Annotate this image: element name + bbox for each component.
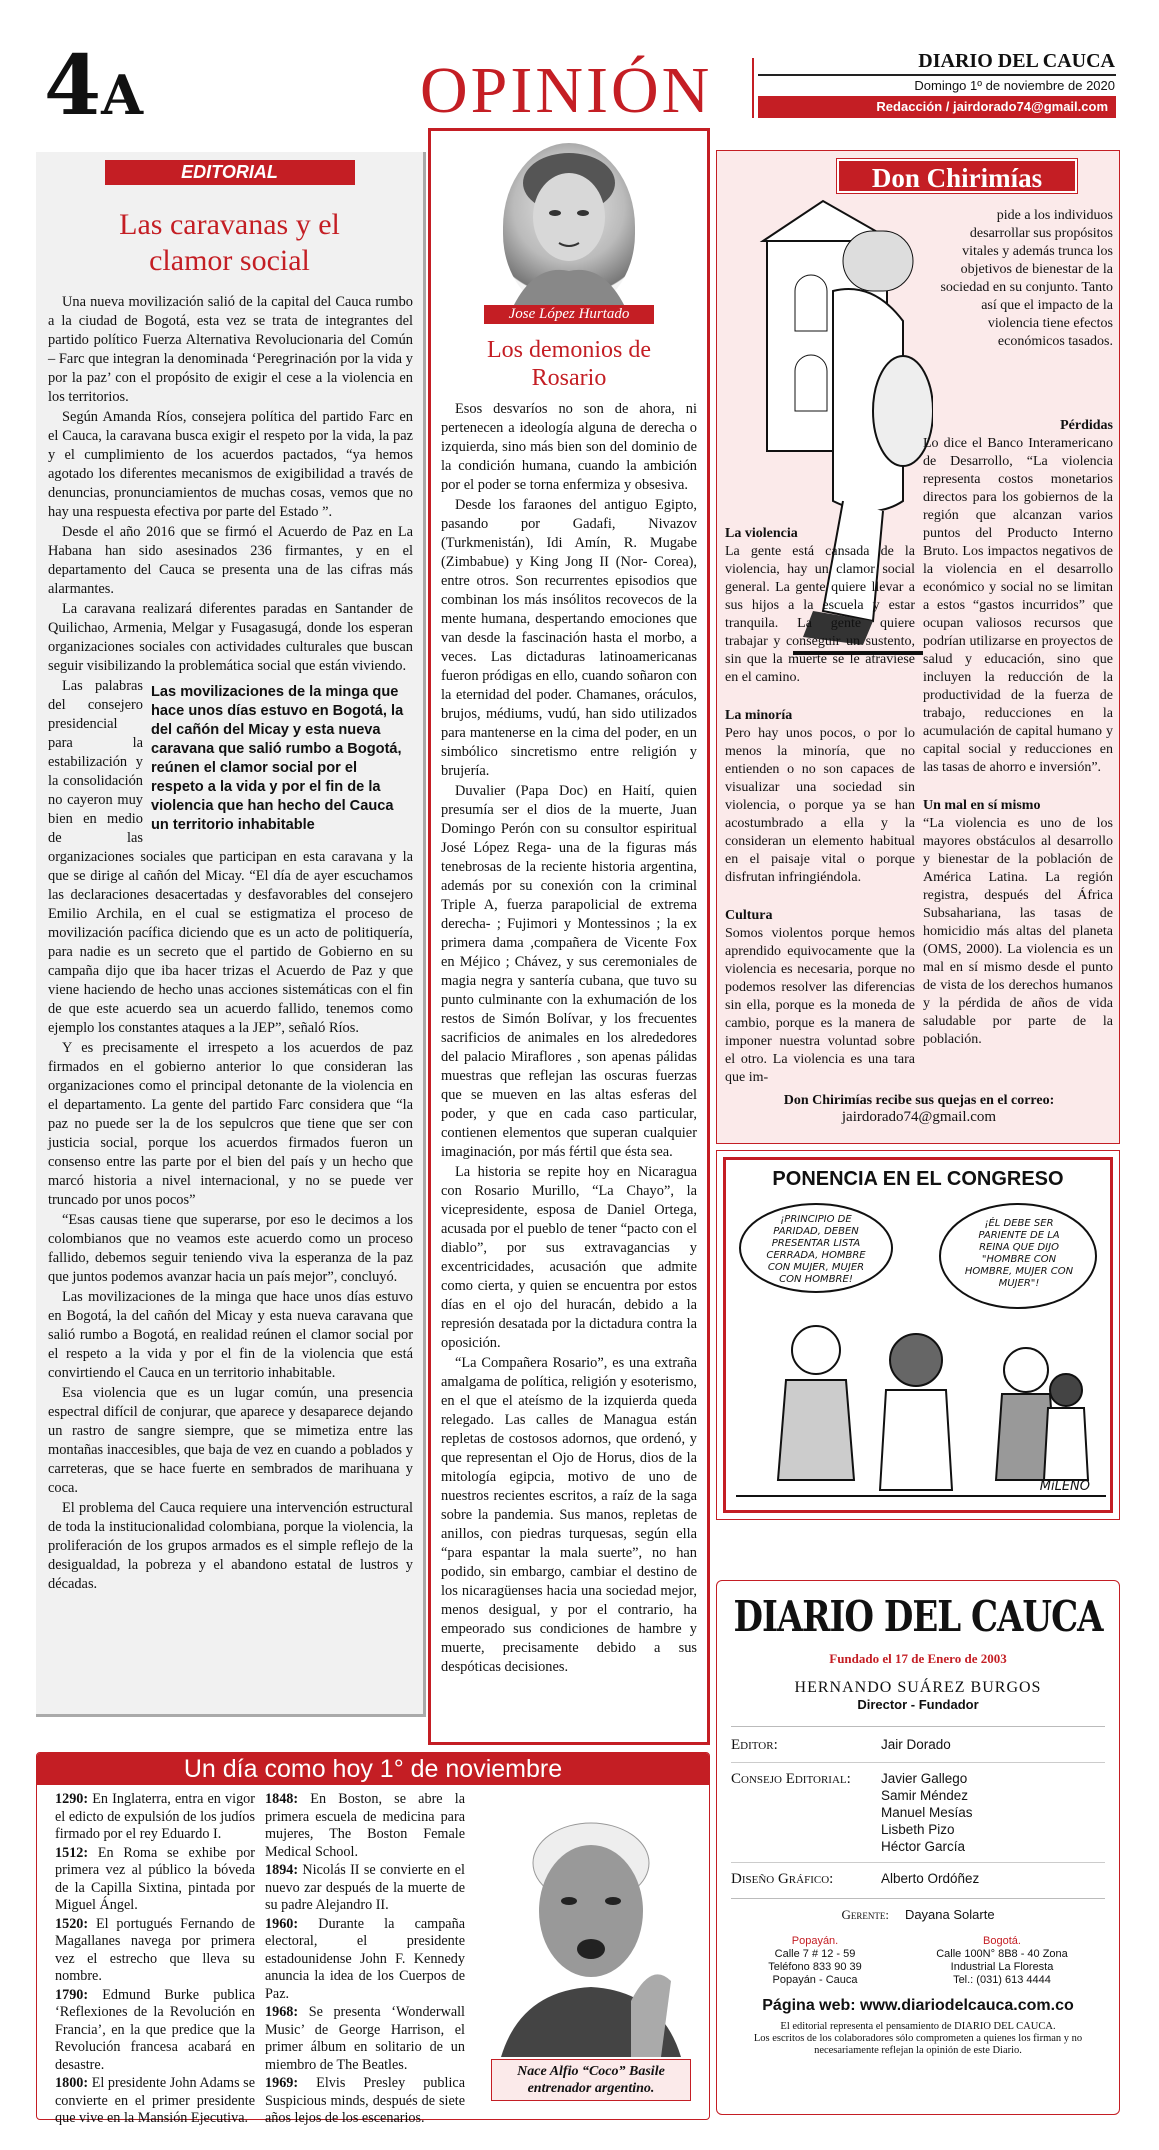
masthead-founder: HERNANDO SUÁREZ BURGOS xyxy=(794,1679,1042,1696)
history-entry: 1960: Durante la campaña electoral, el presidente estadounidense John F. Kennedy anuncia la idea de los Cuerpos de Paz. xyxy=(265,1915,465,2002)
disclaimer-line: Los escritos de los colaboradores sólo comprometen a quienes los firman y no necesariamente reflejan la opinión de este Diario. xyxy=(753,2033,1083,2056)
speech-text-left: ¡PRINCIPIO DE PARIDAD, DEBEN PRESENTAR LISTA CERRADA, HOMBRE CON MUJER, MUJER CON HOMBRE! xyxy=(766,1214,866,1285)
chirimias-footer xyxy=(717,1093,1120,1126)
history-entry: 1968: Se presenta ‘Wonderwall Music’ de George Harrison, el primer álbum en solitario de un miembro de The Beatles. xyxy=(265,2004,465,2073)
address-line: Teléfono 833 90 39 xyxy=(768,1961,862,1973)
chirimias-left-column xyxy=(725,517,915,1087)
chirimias-subhead: La minoría xyxy=(725,708,793,723)
cartoon-title: PONENCIA EN EL CONGRESO xyxy=(772,1168,1064,1190)
caption-line: Nace Alfio “Coco” Basile xyxy=(517,2064,665,2079)
photo-caption xyxy=(491,2059,691,2101)
staff-name: Héctor García xyxy=(881,1839,966,1854)
history-col-1 xyxy=(55,1791,255,2129)
history-entry: 1790: Edmund Burke publica ‘Reflexiones de la Revolución en Francia’, en la que predice que la Revolución francesa acabará en desastre. xyxy=(55,1986,255,2073)
gerente-label: Gerente: xyxy=(841,1907,889,1922)
editorial-pullquote: Las movilizaciones de la minga que hace unos días estuvo en Bogotá, la del cañón del Micay y esta nueva caravana que salió rumbo a Bogotá, reúnen el clamor social por el respeto a la vida y por el fin de la violencia que han hecho del Cauca un territorio inhabitable xyxy=(151,684,404,833)
staff-name: Samir Méndez xyxy=(881,1788,969,1803)
address-bogota xyxy=(936,1935,1068,1987)
editorial-paragraph: Según Amanda Ríos, consejera política del partido Farc en el Cauca, la caravana busca exigir el respeto por la vida, la paz y el cumplimiento de los acuerdos pactados, “ya hemos agotado los diferentes mecanismos de exigibilidad a través de denuncias, pronunciamientos de muchas cosas, vemos que no hay una respuesta efectiva por parte del Estado ”. xyxy=(48,409,413,520)
header-paper-name: DIARIO DEL CAUCA xyxy=(918,50,1115,72)
masthead-founded: Fundado el 17 de Enero de 2003 xyxy=(829,1651,1007,1666)
editorial-paragraph: Una nueva movilización salió de la capital del Cauca rumbo a la ciudad de Bogotá, esta vez se trata de integrantes del partido político Fuerza Alternativa Revolucionaria del Común – Farc que integran la denominada ‘Peregrinación por la vida y por la paz’ con el propósito de exigir el cese a la violencia en los territorios. xyxy=(48,294,413,405)
section-title: OPINIÓN xyxy=(420,54,713,127)
history-col-2 xyxy=(265,1791,465,2129)
history-entry: 1290: En Inglaterra, entra en vigor el edicto de expulsión de los judíos firmado por el rey Eduardo I. xyxy=(55,1791,256,1842)
editorial-paragraph: Las palabras del consejero presidencial para la estabilización y la consolidación no cayeron muy bien en medio de las organizaciones sociales que participan en esta caravana y la que se dirige al cañón del Micay. “El día de ayer escuchamos las declaraciones desacertadas y desfavorables del consejero Emilio Archila, en el cual se estigmatiza el proceso de movilización pacífica diciendo que es un acto de politiquería, para nadie es un secreto que el partido de Gobierno en su campaña dijo que iba hacer trizas el Acuerdo de Paz y que viene haciendo de hecho unas acciones sistemáticas con el fin de que este acuerdo sea un acuerdo fallido, tenemos como ejemplo los constantes ataques a la JEP”, señaló Ríos. xyxy=(48,678,413,1036)
history-entry: 1969: Elvis Presley publica Suspicious minds, después de siete años lejos de los escenarios. xyxy=(265,2075,465,2126)
website-link[interactable]: Página web: www.diariodelcauca.com.co xyxy=(762,1997,1074,2014)
editorial-paragraph: Esa violencia que es un lugar común, una presencia espectral difícil de conjurar, que aparece y desaparece dejando un rastro de sangre siempre, que se mimetiza entre las montañas inaccesibles, que baja de vez en cuando a poblados y carreteras, que se hace fuerte en sembrados de marihuana y coca. xyxy=(48,1385,413,1496)
editorial-section xyxy=(36,152,426,1717)
chirimias-title: Don Chirimías xyxy=(837,159,1077,193)
cartoon-frame xyxy=(716,1150,1120,1520)
editorial-badge: EDITORIAL xyxy=(105,160,355,185)
staff-label: Consejo Editorial: xyxy=(731,1771,851,1787)
chirimias-email-link[interactable]: jairdorado74@gmail.com xyxy=(841,1109,997,1125)
disclaimer xyxy=(731,2021,1105,2057)
city-label: Popayán. xyxy=(791,1935,839,1947)
history-entry: 1800: El presidente John Adams se convierte en el primer presidente que vive en la Mansión Ejecutiva. xyxy=(55,2075,255,2126)
editorial-paragraph: El problema del Cauca requiere una intervención estructural de toda la institucionalidad colombiana, porque la violencia, la proliferación de los grupos armados es el simple reflejo de la desigualdad, la pobreza y el abandono estatal de lustros y décadas. xyxy=(48,1500,413,1592)
staff-label: Editor: xyxy=(731,1737,778,1753)
column-paragraph: Esos desvaríos no son de ahora, ni pertenecen a ideología alguna de derecha o izquierda, sino más bien son del dominio de la condición humana, cuando la ambición por el poder se torna enfermiza y obsesiva. xyxy=(441,401,697,493)
city-label: Bogotá. xyxy=(983,1935,1021,1947)
staff-row xyxy=(731,1737,1105,1754)
editorial-paragraph: La caravana realizará diferentes paradas en Santander de Quilichao, Armenia, Melgar y Fusagasugá, donde los esperan organizaciones sociales con actividades culturales que buscan seguir visibilizando la problemática social que están viviendo. xyxy=(48,601,413,674)
chirimias-text: Pero hay unos pocos, o por lo menos la minoría, que no entienden o no son capaces de visualizar una sociedad sin violencia, o porque ya se han acostumbrado a ella y la consideran un elemento habitual en el paisaje vital o porque disfrutan infringiéndola. xyxy=(725,726,915,885)
editorial-paragraph: Y es precisamente el irrespeto a los acuerdos de paz firmados en el gobierno anterior lo que consideran las organizaciones como el principal detonante de la violencia en el departamento. La gente del partido Farc considera que “la paz no puede ser la de los sepulcros que tiene que ser con justicia social, porque los acuerdos firmados fueron un consenso entre las parte por el bien del país y un hecho que marcó historia a nivel internacional, y no se puede ver truncado por unos pocos” xyxy=(48,1040,413,1208)
column-paragraph: Desde los faraones del antiguo Egipto, pasando por Gadafi, Nivazov (Turkmenistán), Idi Amín, R. Mugabe (Zimbabue) y King Jong II (Nor- Corea), entre otros. Son recurrentes episodios que combinan los más insólitos recovecos de la mente humana, despertando emociones que van desde la fascinación hasta el morbo, a veces. Las dictaduras latinoamericanas fueron pródigas en ello, cuando soñaron con la eternidad del poder. Chamanes, oráculos, brujos, médiums, vudú, han sido utilizados para mantenerse en la cima del poder, en un simbólico sincretismo entre religión y brujería. xyxy=(441,497,697,779)
disclaimer-line: El editorial representa el pensamiento de DIARIO DEL CAUCA. xyxy=(780,2021,1056,2032)
header-date: Domingo 1º de noviembre de 2020 xyxy=(914,78,1115,93)
basile-photo xyxy=(481,1801,701,2057)
cartoon-signature: MiLENO xyxy=(1039,1479,1090,1494)
staff-list xyxy=(731,1737,1105,1888)
staff-name: Javier Gallego xyxy=(881,1771,968,1786)
portrait-icon xyxy=(481,1801,701,2057)
speech-text-right: ¡ÉL DEBE SER PARIENTE DE LA REINA QUE DIJO "HOMBRE CON HOMBRE, MUJER CON MUJER"! xyxy=(964,1218,1074,1289)
editorial-title: Las caravanas y el clamor social xyxy=(119,208,340,277)
chirimias-text: La gente está cansada de la violencia, hay un clamor social general. La gente quiere llevar a sus hijos a la escuela y estar tranquila. La gente quiere trabajar y conseguir un sustento, sin que la muerte se le atraviese en el camino. xyxy=(725,544,915,685)
editorial-paragraph: Las movilizaciones de la minga que hace unos días estuvo en Bogotá, la del cañón del Micay y esta nueva caravana que salió rumbo a Bogotá, en realidad reúnen el clamor social por el respeto a la vida y por el fin de la violencia que está convirtiendo el Cauca en un territorio inhabitable. xyxy=(48,1289,413,1381)
redaccion-bar: Redacción / jairdorado74@gmail.com xyxy=(758,96,1116,118)
history-entry: 1894: Nicolás II se convierte en el nuevo zar después de la muerte de su padre Alejandro II. xyxy=(265,1862,465,1913)
editorial-paragraph: Desde el año 2016 que se firmó el Acuerdo de Paz en La Habana han sido asesinados 236 firmantes, y en el departamento del Cauca se presenta una de las cifras más alarmantes. xyxy=(48,524,413,597)
staff-name: Alberto Ordóñez xyxy=(881,1871,980,1886)
address-popayan xyxy=(768,1935,862,1987)
address-line: Popayán - Cauca xyxy=(772,1974,858,1986)
column-paragraph: La historia se repite hoy en Nicaragua con Rosario Murillo, “La Chayo”, la vicepresidente, esposa de Daniel Ortega, acusada por el pueblo de tener “pacto con el diablo”, por sus extravagancias y excentricidades, acusación que admite como cierta, y quien se encuentra por estos días en el ojo del huracán, debido a la represión desatada por la dictadura contra la oposición. xyxy=(441,1164,697,1351)
masthead-logo: DIARIO DEL CAUCA xyxy=(733,1592,1103,1642)
column-paragraph: Duvalier (Papa Doc) en Haití, quien presumía ser el dios de la muerte, Juan Domingo Perón con su consultor espiritual José López Rega- una de la figuras más tenebrosas de la reciente historia argentina, además por su conexión con la criminal Triple A, fuerza parapolicial de extrema derecha- ; Fujimori y Montessinos ; la ex primera dama ,compañera de Vicente Fox en Méjico ; Chávez, y sus ceremoniales de magia negra y santería cubana, que tuvo su punto culminante con la exhumación de los restos de Simón Bolívar, y los frecuentes sacrificios de animales en los alrededores del palacio Miraflores , son apenas pálidas muestras que reflejan las oscuras fuerzas que se mueven en las altas esferas del poder, y que en cada caso particular, contienen elementos que superan cualquier imaginación, por más fértil que ésta sea. xyxy=(441,783,697,1160)
gerente-name: Dayana Solarte xyxy=(904,1907,995,1922)
staff-row xyxy=(731,1871,1105,1888)
staff-name: Jair Dorado xyxy=(881,1737,951,1752)
cartoon-panel xyxy=(723,1157,1113,1513)
editorial-paragraph: “Esas causas tiene que superarse, por eso le decimos a los colombianos que no veamos este acuerdo como un proceso fallido, debemos seguir teniendo viva la esperanza de la paz que juntos podemos avanzar hacia un país mejor”, concluyó. xyxy=(48,1212,413,1285)
chirimias-subhead: Cultura xyxy=(725,908,773,923)
masthead-founder-role: Director - Fundador xyxy=(857,1697,979,1712)
author-name: Jose López Hurtado xyxy=(484,305,654,324)
chirimias-subhead: La violencia xyxy=(725,526,798,541)
chirimias-text: Lo dice el Banco Interamericano de Desarrollo, “La violencia representa costos monetarios directos para los gobiernos de la región que alcanzan varios puntos del Producto Interno Bruto. Los impactos negativos de la violencia en el desarrollo económico y social no se limitan a estos “gastos incurridos” que ocupan valiosos recursos que podrían utilizarse en proyectos de salud y educación, sino que incluyen la reducción de la productividad de la fuerza de trabajo, reducciones en la acumulación de capital humano y capital social y reducciones en las tasas de ahorro e inversión”. xyxy=(923,436,1113,775)
address-line: Calle 100N° 8B8 - 40 Zona xyxy=(936,1948,1068,1960)
chirimias-footer-text: Don Chirimías recibe sus quejas en el correo: xyxy=(783,1093,1055,1108)
history-entry: 1520: El portugués Fernando de Magallanes navega por primera vez el estrecho que lleva su nombre. xyxy=(55,1915,255,1984)
chirimias-section xyxy=(716,150,1120,1144)
masthead xyxy=(716,1580,1120,2115)
column-title: Los demonios de Rosario xyxy=(487,337,651,391)
staff-name: Manuel Mesías xyxy=(881,1805,973,1820)
chirimias-right-column xyxy=(923,409,1113,1049)
staff-label: Diseño Gráfico: xyxy=(731,1871,834,1887)
staff-row xyxy=(731,1771,1105,1854)
column-paragraph: “La Compañera Rosario”, es una extraña amalgama de política, religión y esoterismo, en el que el ateísmo de la izquierda queda relegado. Las calles de Managua están repletas de costosos adornos, que ordenó, y que representan el Ojo de Horus, dios de la mitología egipcia, motivo de uno de nuestros recientes escritos, a raíz de la saga sobre la pandemia. Sus manos, repletas de anillos, con piedras turquesas, según ella “para espantar la mala suerte”, no han podido, sin embargo, cambiar el destino de los nicaragüenses hacia una sociedad mejor, menos desigual, y por el contrario, ha empeorado sus condiciones de hambre y muerte, precisamente debido a sus despóticas decisiones. xyxy=(441,1355,697,1675)
address-line: Tel.: (031) 613 4444 xyxy=(953,1974,1051,1986)
history-entry: 1848: En Boston, se abre la primera escuela de medicina para mujeres, The Boston Female Medical School. xyxy=(265,1791,466,1860)
history-section xyxy=(36,1752,710,2126)
staff-name: Lisbeth Pizo xyxy=(881,1822,955,1837)
opinion-column xyxy=(428,128,710,1745)
chirimias-text: Somos violentos porque hemos aprendido equivocamente que la violencia es necesaria, porque no podemos resolver las diferencias sin ella, porque es la moneda de cambio, porque es la manera de imponer nuestra voluntad sobre el otro. La violencia es una tara que im- xyxy=(725,926,915,1085)
addresses xyxy=(731,1935,1105,1987)
chirimias-intro: pide a los individuos desarrollar sus propósitos vitales y además trunca los objetivos de bienestar de la sociedad en su conjunto. Tanto así que el impacto de la violencia tiene efectos económicos tasados. xyxy=(940,208,1113,349)
chirimias-subhead: Pérdidas xyxy=(1060,418,1113,433)
history-title: Un día como hoy 1° de noviembre xyxy=(37,1753,709,1785)
page-number: 4A xyxy=(44,38,143,134)
address-line: Industrial La Floresta xyxy=(950,1961,1054,1973)
history-entry: 1512: En Roma se exhibe por primera vez al público la bóveda de la Capilla Sixtina, pintada por Miguel Ángel. xyxy=(55,1844,256,1913)
chirimias-subhead: Un mal en sí mismo xyxy=(923,798,1041,813)
chirimias-text: “La violencia es uno de los mayores obstáculos al desarrollo y bienestar de la población de América Latina. La región registra, después del África Subsahariana, las tasas de homicidio más altas del planeta (OMS, 2000). La violencia es un mal en sí mismo desde el punto de vista de los derechos humanos y la pérdida de años de vida saludable por parte de la población. xyxy=(923,816,1113,1047)
author-photo xyxy=(503,143,635,311)
caption-line: entrenador argentino. xyxy=(527,2081,655,2096)
editorial-body xyxy=(36,293,423,1594)
portrait-icon xyxy=(503,143,635,311)
gerente-row xyxy=(731,1907,1105,1923)
address-line: Calle 7 # 12 - 59 xyxy=(774,1948,856,1960)
